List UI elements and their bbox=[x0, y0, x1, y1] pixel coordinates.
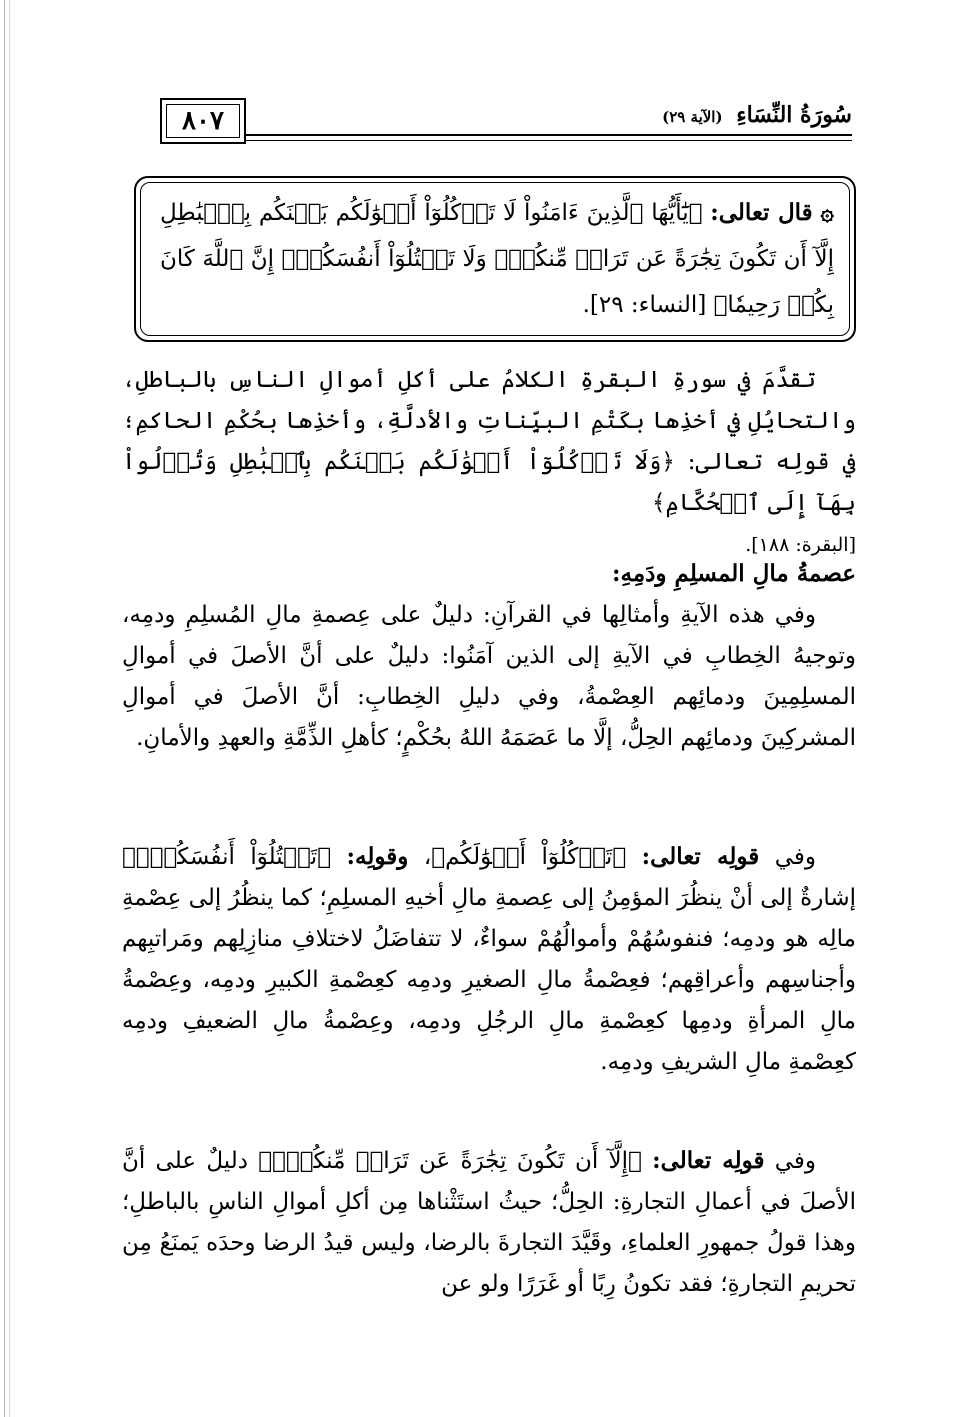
paragraph-3-bold2: وقولِه: bbox=[346, 843, 409, 870]
verse-intro: قال تعالى: bbox=[710, 199, 813, 226]
paragraph-4-lead: وفي bbox=[774, 1148, 817, 1174]
sura-name: سُورَةُ النِّسَاءِ bbox=[736, 102, 852, 128]
paragraph-3 bbox=[122, 836, 856, 1083]
scan-edge-line bbox=[4, 0, 5, 1417]
page-number: ٨٠٧ bbox=[166, 104, 240, 138]
paragraph-2: وفي هذه الآيةِ وأمثالِها في القرآنِ: دليلٌ على عِصمةِ مالِ المُسلِمِ ودمِه، وتوجيهُ الخِطابِ في الآيةِ إلى الذين آمَنُوا: دليلٌ على أنَّ الأصلَ في أموالِ المسلِمِينَ ودمائِهم العِصْمةُ، وفي دليلِ الخِطابِ: أنَّ الأصلَ في أموالِ المشركِينَ ودمائِهم الحِلُّ، إلَّا ما عَصَمَهُ اللهُ بحُكْمٍ؛ كأهلِ الذِّمَّةِ والعهدِ والأمانِ. bbox=[122, 602, 856, 751]
paragraph-4-bold: قولِه تعالى: bbox=[652, 1147, 765, 1174]
paragraph-3-rest: إشارةٌ إلى أنْ ينظُرَ المؤمِنُ إلى عِصمةِ مالِ أخيهِ المسلِمِ؛ كما ينظُرُ إلى عِصْمةِ مالِه هو ودمِه؛ فنفوسُهُمْ وأموالُهُمْ سواءٌ، لا تتفاضَلُ لاختلافِ منازِلِهم ومَراتبِهم وأجناسِهم وأعراقِهم؛ فعِصْمةُ مالِ الصغيرِ ودمِه كعِصْمةِ الكبيرِ ودمِه، وعِصْمةُ مالِ المرأةِ ودمِها كعِصْمةِ مالِ الرجُلِ ودمِه، وعِصْمةُ مالِ الضعيفِ ودمِه كعِصْمةِ مالِ الشريفِ ودمِه. bbox=[122, 885, 857, 1075]
paragraph-1 bbox=[122, 360, 856, 524]
body-section-4 bbox=[122, 1140, 856, 1305]
page-header bbox=[160, 96, 852, 148]
paragraph-3-sep: ، bbox=[423, 844, 432, 870]
paragraph-1-quote: ﴿وَلَا تَأۡكُلُوٓاْ أَمۡوَٰلَكُم بَيۡنَكُم بِٱلۡبَٰطِلِ وَتُدۡلُواْ بِهَآ إِلَى ٱلۡحُكَّامِ﴾ bbox=[122, 449, 856, 516]
paragraph-4-rest: دليلٌ على أنَّ الأصلَ في أعمالِ التجارةِ: الحِلُّ؛ حيثُ استَثْناها مِن أكلِ أموالِ الناسِ بالباطلِ؛ وهذا قولُ جمهورِ العلماءِ، وقَيَّدَ التجارةَ بالرضا، وليس قيدُ الرضا وحدَه يَمنَعُ مِن تحريمِ التجارةِ؛ فقد تكونُ رِبًا أو غَرَرًا ولو عن bbox=[122, 1148, 856, 1297]
ayah-label: (الآية ٢٩) bbox=[662, 108, 723, 126]
verse-reference: [النساء: ٢٩]. bbox=[582, 292, 707, 318]
paragraph-3-quote1: ﴿تَأۡكُلُوٓاْ أَمۡوَٰلَكُم﴾ bbox=[431, 844, 627, 870]
paragraph-1-ref: [البقرة: ١٨٨]. bbox=[745, 534, 856, 556]
scan-edge-line-inner bbox=[9, 0, 10, 1417]
header-rule bbox=[160, 134, 852, 136]
running-title bbox=[654, 96, 852, 134]
body-section-2 bbox=[122, 553, 856, 759]
paragraph-3-bold1: قولِه تعالى: bbox=[641, 843, 760, 870]
page-number-box bbox=[160, 98, 246, 144]
heading-text: عصمةُ مالِ المسلِمِ ودَمِهِ: bbox=[612, 560, 856, 587]
verse-quote: ﴿يَٰٓأَيُّهَا ٱلَّذِينَ ءَامَنُواْ لَا تَأۡكُلُوٓاْ أَمۡوَٰلَكُم بَيۡنَكُم بِٱلۡبَٰطِلِ إِلَّآ أَن تَكُونَ تِجَٰرَةً عَن تَرَاضٖ مِّنكُمۡۚ وَلَا تَقۡتُلُوٓاْ أَنفُسَكُمۡۚ إِنَّ ٱللَّهَ كَانَ بِكُمۡ رَحِيمٗا﴾ bbox=[160, 200, 834, 318]
ornament-icon: ۞ bbox=[820, 199, 835, 226]
paragraph-4 bbox=[122, 1140, 856, 1305]
verse-text-block bbox=[160, 190, 834, 328]
body-section-1 bbox=[122, 360, 856, 566]
verse-frame bbox=[134, 176, 856, 342]
body-section-3 bbox=[122, 836, 856, 1083]
paragraph-1-text: تقدَّمَ في سورةِ البقرةِ الكلامُ على أكلِ أموالِ الناسِ بالباطلِ، والتحايُلِ في أخذِها بكَتْمِ البيِّناتِ والأدلَّةِ، وأخذِها بحُكْمِ الحاكمِ؛ في قولِه تعالى: bbox=[122, 367, 857, 475]
section-heading bbox=[122, 553, 856, 595]
paragraph-3-lead: وفي bbox=[774, 844, 817, 870]
header-rule-thin bbox=[160, 140, 852, 141]
paragraph-4-quote: ﴿إِلَّآ أَن تَكُونَ تِجَٰرَةً عَن تَرَاضٖ مِّنكُمۡۚ﴾ bbox=[258, 1148, 642, 1174]
paragraph-3-quote2: ﴿تَقۡتُلُوٓاْ أَنفُسَكُمۡۚ﴾ bbox=[122, 844, 331, 870]
